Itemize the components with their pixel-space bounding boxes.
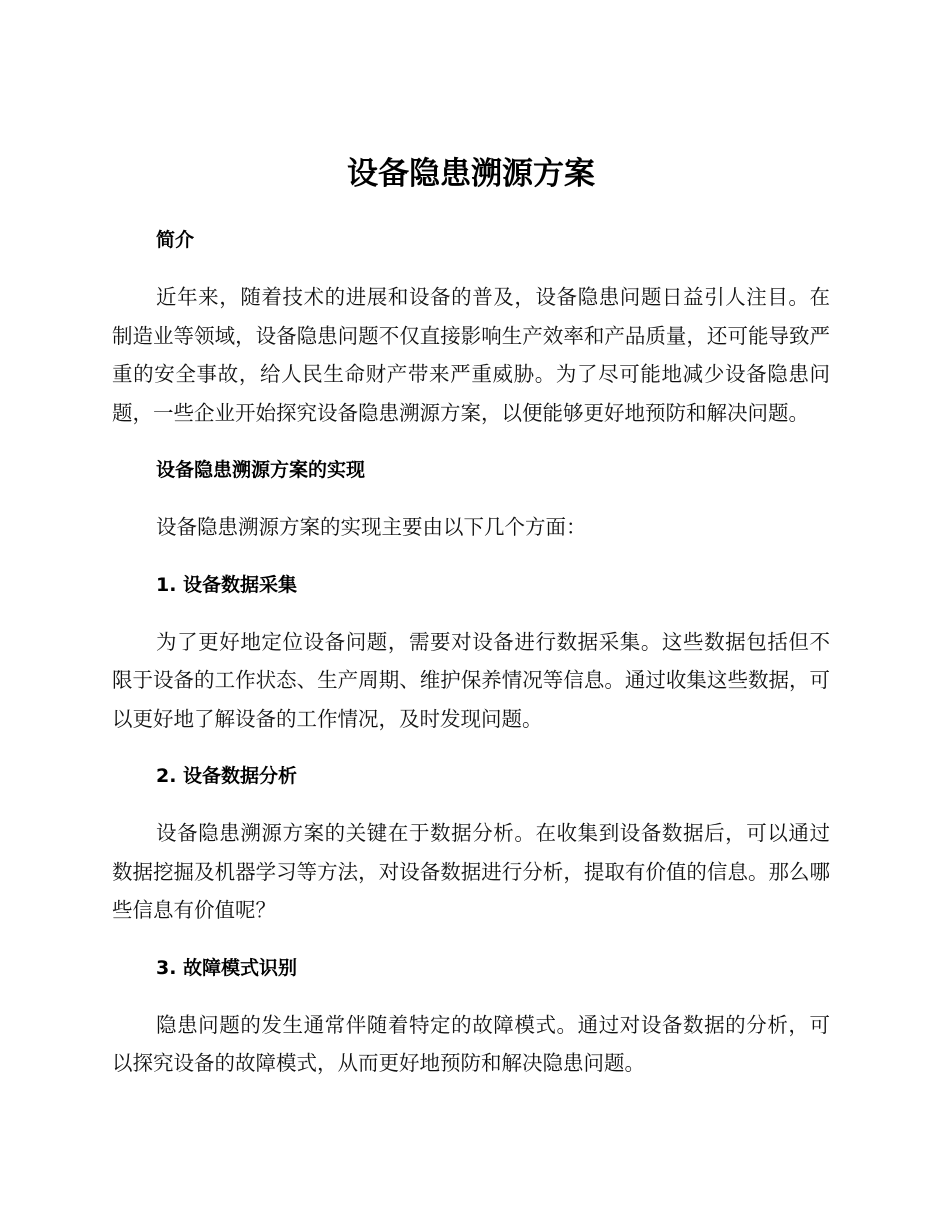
section-heading-fault-mode: 3. 故障模式识别 [156, 956, 298, 979]
document-page [112, 150, 830, 1083]
spacer [112, 738, 830, 762]
section-paragraph-data-analysis: 设备隐患溯源方案的关键在于数据分析。在收集到设备数据后，可以通过数据挖掘及机器学习等方法，对设备数据进行分析，提取有价值的信息。那么哪些信息有价值呢？ [112, 821, 830, 922]
spacer [112, 432, 830, 456]
section-paragraph-intro: 近年来，随着技术的进展和设备的普及，设备隐患问题日益引人注目。在制造业等领域，设备隐患问题不仅直接影响生产效率和产品质量，还可能导致严重的安全事故，给人民生命财产带来严重威胁。为了尽可能地减少设备隐患问题，一些企业开始探究设备隐患溯源方案，以便能够更好地预防和解决问题。 [112, 285, 830, 425]
spacer [112, 790, 830, 814]
spacer [112, 930, 830, 954]
spacer [112, 547, 830, 571]
section-paragraph-fault-mode: 隐患问题的发生通常伴随着特定的故障模式。通过对设备数据的分析，可以探究设备的故障模式，从而更好地预防和解决隐患问题。 [112, 1012, 830, 1075]
spacer [112, 599, 830, 623]
document-title: 设备隐患溯源方案 [347, 156, 595, 192]
spacer [112, 204, 830, 226]
section-heading-intro: 简介 [156, 229, 195, 251]
section-heading-data-analysis: 2. 设备数据分析 [156, 765, 298, 787]
section-paragraph-implementation: 设备隐患溯源方案的实现主要由以下几个方面： [156, 515, 587, 539]
section-paragraph-data-collection: 为了更好地定位设备问题，需要对设备进行数据采集。这些数据包括但不限于设备的工作状态、生产周期、维护保养情况等信息。通过收集这些数据，可以更好地了解设备的工作情况，及时发现问题。 [112, 629, 830, 731]
section-heading-data-collection: 1. 设备数据采集 [156, 573, 298, 596]
section-heading-implementation: 设备隐患溯源方案的实现 [156, 459, 366, 481]
spacer [112, 484, 830, 508]
spacer [112, 982, 830, 1006]
spacer [112, 254, 830, 278]
